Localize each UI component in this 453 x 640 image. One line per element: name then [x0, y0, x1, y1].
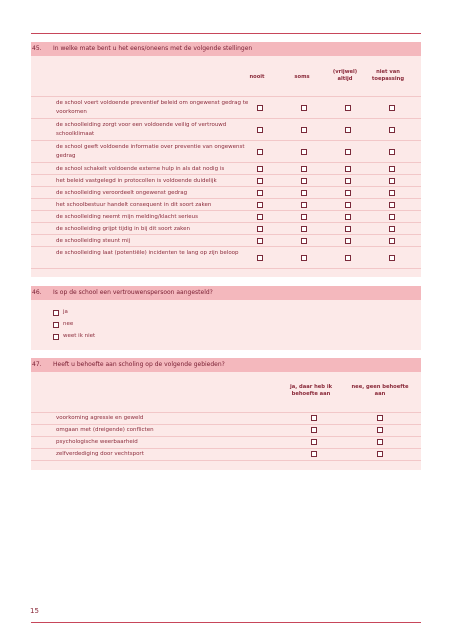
statement-label: de schoolleiding grijpt tijdig in bij dit soort zaken [56, 226, 190, 232]
checkbox-ja[interactable] [311, 415, 317, 421]
checkbox-niet-van-toepassing[interactable] [389, 238, 395, 244]
question-text: Is op de school een vertrouwenspersoon aangesteld? [53, 289, 213, 296]
question-text: Heeft u behoefte aan scholing op de volgende gebieden? [53, 361, 225, 368]
statement-row [31, 187, 421, 199]
question-header [31, 286, 421, 300]
checkbox-nooit[interactable] [257, 238, 263, 244]
checkbox-niet-van-toepassing[interactable] [389, 202, 395, 208]
checkbox-soms[interactable] [301, 166, 307, 172]
checkbox-altijd[interactable] [345, 127, 351, 133]
option-label: ja [63, 309, 68, 315]
checkbox-soms[interactable] [301, 214, 307, 220]
statement-label: de school geeft voldoende informatie over preventie van ongewenst gedrag [56, 144, 245, 159]
checkbox-nooit[interactable] [257, 190, 263, 196]
checkbox-niet-van-toepassing[interactable] [389, 178, 395, 184]
checkbox-soms[interactable] [301, 190, 307, 196]
checkbox-nee[interactable] [377, 427, 383, 433]
statement-label: het beleid vastgelegd in protocollen is voldoende duidelijk [56, 178, 217, 184]
checkbox-nooit[interactable] [257, 255, 263, 261]
checkbox[interactable] [53, 334, 59, 340]
checkbox-soms[interactable] [301, 202, 307, 208]
checkbox-nooit[interactable] [257, 166, 263, 172]
checkbox-altijd[interactable] [345, 178, 351, 184]
checkbox-altijd[interactable] [345, 149, 351, 155]
column-header-nooit: nooit [249, 74, 265, 80]
bottom-rule [31, 622, 421, 623]
statement-label: de schoolleiding zorgt voor een voldoende veilig of vertrouwd schoolklimaat [56, 122, 227, 137]
checkbox-altijd[interactable] [345, 214, 351, 220]
page-number: 15 [30, 607, 39, 615]
checkbox-altijd[interactable] [345, 255, 351, 261]
option-label: nee [63, 321, 74, 327]
question-text: In welke mate bent u het eens/oneens met de volgende stellingen [53, 45, 253, 52]
question-header [31, 358, 421, 372]
topic-row [31, 425, 421, 437]
statement-label: de school voert voldoende preventief beleid om ongewenst gedrag te voorkomen [56, 100, 249, 115]
topic-label: psychologische weerbaarheid [56, 439, 138, 445]
topic-label: zelfverdediging door vechtsport [56, 451, 144, 457]
question-46 [31, 286, 421, 350]
topic-label: voorkoming agressie en geweld [56, 415, 144, 421]
checkbox[interactable] [53, 322, 59, 328]
statement-row [31, 119, 421, 141]
statement-row [31, 141, 421, 163]
question-45 [31, 42, 421, 277]
checkbox[interactable] [53, 310, 59, 316]
checkbox-nooit[interactable] [257, 214, 263, 220]
checkbox-niet-van-toepassing[interactable] [389, 127, 395, 133]
statement-label: de schoolleiding veroordeelt ongewenst gedrag [56, 190, 188, 196]
question-number: 46. [32, 289, 42, 296]
checkbox-niet-van-toepassing[interactable] [389, 255, 395, 261]
checkbox-nooit[interactable] [257, 226, 263, 232]
statement-row [31, 163, 421, 175]
topic-row [31, 449, 421, 461]
topic-label: omgaan met (dreigende) conflicten [56, 427, 154, 433]
checkbox-nooit[interactable] [257, 149, 263, 155]
column-header-niet-van-toepassing: niet van toepassing [371, 69, 405, 82]
option-label: weet ik niet [63, 333, 96, 339]
question-number: 47. [32, 361, 42, 368]
statement-label: de schoolleiding laat (potentiële) incidenten te lang op zijn beloop [56, 250, 239, 256]
checkbox-niet-van-toepassing[interactable] [389, 166, 395, 172]
checkbox-ja[interactable] [311, 439, 317, 445]
checkbox-ja[interactable] [311, 427, 317, 433]
statement-row [31, 199, 421, 211]
statement-row [31, 211, 421, 223]
checkbox-nee[interactable] [377, 451, 383, 457]
checkbox-nooit[interactable] [257, 127, 263, 133]
checkbox-altijd[interactable] [345, 105, 351, 111]
statements-list [31, 97, 421, 269]
statement-row [31, 175, 421, 187]
checkbox-nee[interactable] [377, 415, 383, 421]
checkbox-niet-van-toepassing[interactable] [389, 226, 395, 232]
column-header-soms: soms [294, 74, 310, 80]
checkbox-nooit[interactable] [257, 105, 263, 111]
checkbox-soms[interactable] [301, 149, 307, 155]
checkbox-niet-van-toepassing[interactable] [389, 149, 395, 155]
top-rule [31, 33, 421, 34]
checkbox-soms[interactable] [301, 127, 307, 133]
column-header-altijd: (vrijwel) altijd [332, 69, 358, 82]
checkbox-nooit[interactable] [257, 202, 263, 208]
checkbox-soms[interactable] [301, 178, 307, 184]
statement-row [31, 223, 421, 235]
statement-label: de schoolleiding neemt mijn melding/klacht serieus [56, 214, 198, 220]
checkbox-soms[interactable] [301, 255, 307, 261]
checkbox-altijd[interactable] [345, 202, 351, 208]
checkbox-ja[interactable] [311, 451, 317, 457]
checkbox-niet-van-toepassing[interactable] [389, 214, 395, 220]
topics-list [31, 413, 421, 461]
checkbox-altijd[interactable] [345, 238, 351, 244]
question-47 [31, 358, 421, 470]
checkbox-nooit[interactable] [257, 178, 263, 184]
checkbox-soms[interactable] [301, 238, 307, 244]
column-header-nee: nee, geen behoefte aan [351, 384, 409, 397]
checkbox-soms[interactable] [301, 105, 307, 111]
checkbox-soms[interactable] [301, 226, 307, 232]
statement-label: de schoolleiding steunt mij [56, 238, 131, 244]
checkbox-nee[interactable] [377, 439, 383, 445]
question-number: 45. [32, 45, 42, 52]
checkbox-altijd[interactable] [345, 190, 351, 196]
question-header [31, 42, 421, 56]
topic-row [31, 413, 421, 425]
checkbox-niet-van-toepassing[interactable] [389, 190, 395, 196]
checkbox-altijd[interactable] [345, 226, 351, 232]
statement-row [31, 247, 421, 269]
statement-label: de school schakelt voldoende externe hulp in als dat nodig is [56, 166, 225, 172]
topic-row [31, 437, 421, 449]
statement-row [31, 235, 421, 247]
statement-label: het schoolbestuur handelt consequent in dit soort zaken [56, 202, 212, 208]
checkbox-niet-van-toepassing[interactable] [389, 105, 395, 111]
statement-row [31, 97, 421, 119]
checkbox-altijd[interactable] [345, 166, 351, 172]
column-header-ja: ja, daar heb ik behoefte aan [289, 384, 333, 397]
